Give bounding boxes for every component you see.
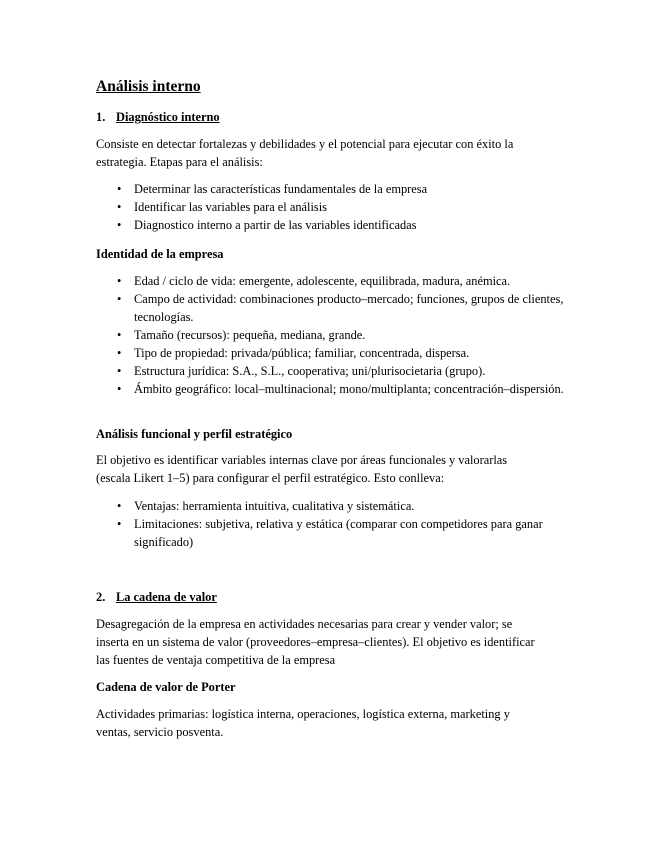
list-item: • Tipo de propiedad: privada/pública; familiar, concentrada, dispersa. xyxy=(117,346,470,360)
bullet-icon: • xyxy=(117,328,122,342)
bullet-icon: • xyxy=(117,292,122,306)
section-1-title: Diagnóstico interno xyxy=(116,110,220,124)
list-item: • Campo de actividad: combinaciones producto–mercado; funciones, grupos de clientes, tecnologías. xyxy=(117,292,564,324)
bullet-icon: • xyxy=(117,200,122,214)
section-2-title: La cadena de valor xyxy=(116,590,217,604)
bullet-icon: • xyxy=(117,517,122,531)
bullet-icon: • xyxy=(117,274,122,288)
bullet-icon: • xyxy=(117,346,122,360)
section-2-heading xyxy=(96,588,217,606)
section-2-intro: Desagregación de la empresa en actividades necesarias para crear y vender valor; se inserta en un sistema de valor (proveedores–empresa–clientes). El objetivo es identificar las fuentes de ventaja competitiva de la empresa xyxy=(96,617,535,667)
list-item: • Diagnostico interno a partir de las variables identificadas xyxy=(117,218,417,232)
bullet-icon: • xyxy=(117,218,122,232)
analysis-steps-list xyxy=(96,180,566,234)
list-item: • Limitaciones: subjetiva, relativa y estática (comparar con competidores para ganar significado) xyxy=(117,517,543,549)
identity-list xyxy=(96,272,566,398)
functional-text: El objetivo es identificar variables internas clave por áreas funcionales y valorarlas (escala Likert 1–5) para configurar el perfil estratégico. Esto conlleva: xyxy=(96,453,508,485)
list-item: • Determinar las características fundamentales de la empresa xyxy=(117,182,428,196)
section-1-number: 1. xyxy=(96,110,106,124)
list-item: • Ámbito geográfico: local–multinacional; mono/multiplanta; concentración–dispersión. xyxy=(117,382,564,396)
section-1-intro: Consiste en detectar fortalezas y debilidades y el potencial para ejecutar con éxito la estrategia. Etapas para el análisis: xyxy=(96,137,514,169)
list-item: • Ventajas: herramienta intuitiva, cualitativa y sistemática. xyxy=(117,499,415,513)
functional-heading: Análisis funcional y perfil estratégico xyxy=(96,427,293,441)
bullet-icon: • xyxy=(117,382,122,396)
porter-text: Actividades primarias: logística interna, operaciones, logística externa, marketing y ventas, servicio posventa. xyxy=(96,707,510,739)
page-title: Análisis interno xyxy=(96,78,201,95)
section-1-heading xyxy=(96,108,220,126)
bullet-icon: • xyxy=(117,364,122,378)
list-item: • Tamaño (recursos): pequeña, mediana, grande. xyxy=(117,328,366,342)
bullet-icon: • xyxy=(117,182,122,196)
identity-heading: Identidad de la empresa xyxy=(96,247,224,261)
functional-list xyxy=(96,497,566,551)
list-item: • Identificar las variables para el análisis xyxy=(117,200,327,214)
bullet-icon: • xyxy=(117,499,122,513)
list-item: • Estructura jurídica: S.A., S.L., cooperativa; uni/plurisocietaria (grupo). xyxy=(117,364,486,378)
list-item: • Edad / ciclo de vida: emergente, adolescente, equilibrada, madura, anémica. xyxy=(117,274,511,288)
section-2-number: 2. xyxy=(96,590,106,604)
porter-heading: Cadena de valor de Porter xyxy=(96,680,236,694)
